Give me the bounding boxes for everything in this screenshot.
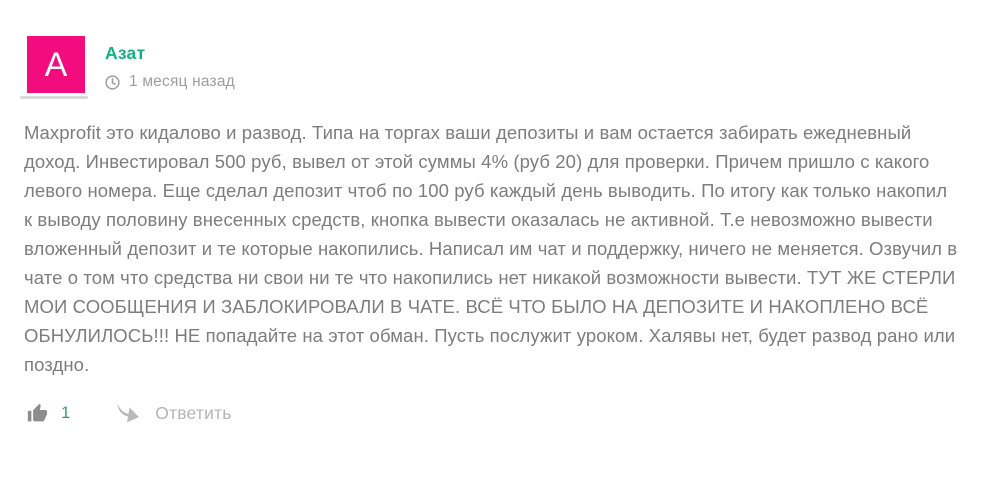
- header-meta: [105, 36, 235, 91]
- avatar-shadow: [20, 96, 88, 99]
- avatar-wrap: [27, 36, 85, 93]
- reply-label: Ответить: [155, 403, 232, 423]
- comment-header: [24, 36, 958, 93]
- timestamp-row: [105, 73, 235, 91]
- thumbs-up-icon: [27, 403, 48, 424]
- like-button[interactable]: [27, 403, 70, 424]
- comment-author-link[interactable]: Азат: [105, 43, 146, 63]
- avatar: А: [27, 36, 85, 93]
- like-count: 1: [61, 404, 71, 422]
- comment-timestamp: 1 месяц назад: [129, 73, 235, 90]
- comment-footer: [27, 402, 958, 425]
- clock-icon: [105, 75, 120, 90]
- comment-body-text: Maxprofit это кидалово и развод. Типа на торгах ваши депозиты и вам остается забирать ежедневный доход. Инвестировал 500 руб, вывел от этой суммы 4% (руб 20) для проверки. Причем пришло с какого левого номера. Еще сделал депозит чтоб по 100 руб каждый день выводить. По итогу как только накопил к выводу половину внесенных средств, кнопка вывести оказалась не активной. Т.е невозможно вывести вложенный депозит и те которые накопились. Написал им чат и поддержку, ничего не меняется. Озвучил в чате о том что средства ни свои ни те что накопились нет никакой возможности вывести. ТУТ ЖЕ СТЕРЛИ МОИ СООБЩЕНИЯ И ЗАБЛОКИРОВАЛИ В ЧАТЕ. ВСЁ ЧТО БЫЛО НА ДЕПОЗИТЕ И НАКОПЛЕНО ВСЁ ОБНУЛИЛОСЬ!!! НЕ попадайте на этот обман. Пусть послужит уроком. Халявы нет, будет развод рано или поздно.: [24, 122, 958, 375]
- reply-button[interactable]: [114, 402, 231, 425]
- reply-arrow-icon: [112, 400, 143, 427]
